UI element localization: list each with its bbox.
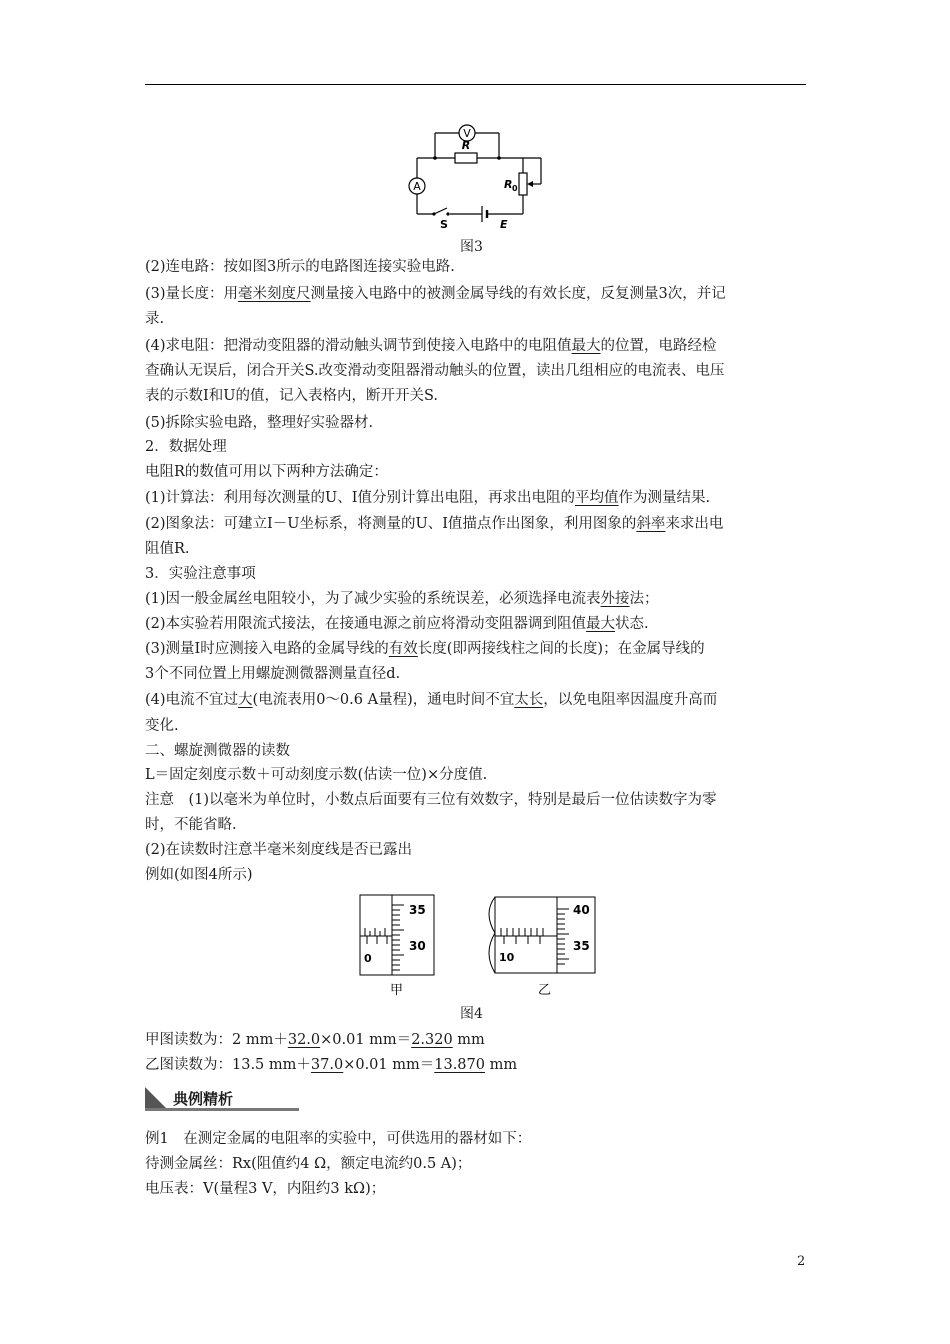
battery-label: E	[500, 218, 508, 230]
text-line: 例如(如图4所示)	[145, 867, 253, 883]
figure4-caption: 图4	[460, 1006, 483, 1022]
jia-label: 甲	[390, 983, 404, 998]
line-text: 甲图读数为：2 mm＋	[145, 1032, 288, 1048]
text-line	[145, 285, 726, 303]
line-text: (3)测量I时应测接入电路的金属导线的	[145, 641, 389, 657]
text-line	[145, 515, 723, 533]
underlined-answer: 32.0	[287, 1032, 321, 1048]
text-line: (2)在读数时注意半毫米刻度线是否已露出	[145, 842, 413, 858]
text-line	[145, 640, 705, 658]
yi-main-10: 10	[499, 951, 515, 964]
line-text: (4)电流不宜过	[145, 692, 239, 708]
underlined-answer: 有效	[388, 641, 418, 657]
circuit-diagram	[400, 122, 550, 230]
line-text: 状态.	[615, 616, 649, 632]
line-text: 测量接入电路中的被测金属导线的有效长度，反复测量3次，并记	[310, 286, 726, 302]
example-line: 例1 在测定金属的电阻率的实验中，可供选用的器材如下：	[145, 1131, 532, 1147]
line-text: ，以免电阻率因温度升高而	[543, 692, 718, 708]
text-line: L＝固定刻度示数＋可动刻度示数(估读一位)×分度值.	[145, 767, 488, 783]
line-text: 的位置，电路经检	[600, 338, 717, 354]
switch-label: S	[440, 218, 448, 230]
line-text: mm	[485, 1057, 518, 1073]
line-text: 长度(即两接线柱之间的长度)；在金属导线的	[417, 641, 705, 657]
text-line: 电阻R的数值可用以下两种方法确定：	[145, 464, 388, 480]
line-text: (3)量长度：用	[145, 286, 239, 302]
line-text: ×0.01 mm＝	[320, 1032, 412, 1048]
line-text: 来求出电	[665, 516, 724, 532]
text-line: 2．数据处理	[145, 439, 227, 455]
figure3-caption: 图3	[460, 239, 483, 255]
underlined-answer: 最大	[586, 616, 616, 632]
underlined-answer: 平均值	[575, 490, 619, 506]
reading-line	[145, 1031, 485, 1049]
micrometer-figure	[355, 893, 615, 1001]
underlined-answer: 毫米刻度尺	[238, 286, 311, 302]
reading-line	[145, 1056, 517, 1074]
section-triangle-icon	[145, 1087, 167, 1109]
text-line: 阻值R.	[145, 541, 190, 557]
rheostat-subscript: 0	[512, 184, 518, 193]
section-title: 典例精析	[173, 1090, 234, 1108]
header-rule	[145, 84, 806, 85]
rheostat-label: R	[504, 178, 513, 191]
text-line	[145, 337, 717, 355]
underlined-answer: 37.0	[310, 1057, 344, 1073]
voltmeter-label: V	[463, 127, 471, 140]
line-text: (4)求电阻：把滑动变阻器的滑动触头调节到使接入电路中的电阻值	[145, 338, 572, 354]
jia-main-0: 0	[364, 952, 372, 965]
underlined-answer: 外接	[600, 591, 630, 607]
text-line: (2)连电路：按如图3所示的电路图连接实验电路.	[145, 259, 455, 275]
example-line: 电压表：V(量程3 V，内阻约3 kΩ)；	[145, 1181, 386, 1197]
underlined-answer: 斜率	[636, 516, 666, 532]
jia-thimble-30: 30	[409, 939, 426, 953]
yi-label: 乙	[538, 983, 552, 998]
text-line: 查确认无误后，闭合开关S.改变滑动变阻器滑动触头的位置，读出几组相应的电流表、电压	[145, 363, 725, 379]
text-line: 注意 (1)以毫米为单位时，小数点后面要有三位有效数字，特别是最后一位估读数字为零	[145, 792, 717, 808]
example-line: 待测金属丝：Rx(阻值约4 Ω，额定电流约0.5 A)；	[145, 1156, 472, 1172]
text-line: 时，不能省略.	[145, 817, 237, 833]
ammeter-label: A	[413, 180, 421, 193]
line-text: ×0.01 mm＝	[343, 1057, 435, 1073]
line-text: (1)计算法：利用每次测量的U、I值分别计算出电阻，再求出电阻的	[145, 490, 575, 506]
text-line	[145, 590, 659, 608]
line-text: 乙图读数为：13.5 mm＋	[145, 1057, 311, 1073]
text-line	[145, 615, 649, 633]
underlined-answer: 13.870	[434, 1057, 485, 1073]
text-line: (5)拆除实验电路，整理好实验器材.	[145, 415, 374, 431]
line-text: (电流表用0～0.6 A量程)，通电时间不宜	[252, 692, 515, 708]
line-text: 作为测量结果.	[618, 490, 711, 506]
yi-thimble-40: 40	[573, 903, 590, 917]
text-line	[145, 691, 717, 709]
underlined-answer: 太长	[514, 692, 544, 708]
underlined-answer: 2.320	[411, 1032, 453, 1048]
text-line: 变化.	[145, 718, 179, 734]
resistor-label: R	[461, 139, 471, 152]
underlined-answer: 最大	[571, 338, 601, 354]
jia-thimble-35: 35	[409, 903, 426, 917]
line-text: mm	[452, 1032, 485, 1048]
underlined-answer: 大	[238, 692, 253, 708]
text-line: 录.	[145, 311, 165, 327]
line-text: (1)因一般金属丝电阻较小，为了减少实验的系统误差，必须选择电流表	[145, 591, 601, 607]
text-line: 3．实验注意事项	[145, 566, 256, 582]
text-line: 表的示数I和U的值，记入表格内，断开开关S.	[145, 388, 438, 404]
line-text: (2)本实验若用限流式接法，在接通电源之前应将滑动变阻器调到阻值	[145, 616, 587, 632]
text-line	[145, 489, 710, 507]
text-line: 3个不同位置上用螺旋测微器测量直径d.	[145, 666, 401, 682]
line-text: (2)图象法：可建立I－U坐标系，将测量的U、I值描点作出图象，利用图象的	[145, 516, 637, 532]
page-number: 2	[797, 1254, 806, 1269]
line-text: 法；	[629, 591, 659, 607]
text-line: 二、螺旋测微器的读数	[145, 743, 290, 759]
yi-thimble-35: 35	[573, 939, 590, 953]
section-header	[145, 1087, 299, 1111]
section-underline	[145, 1108, 299, 1111]
